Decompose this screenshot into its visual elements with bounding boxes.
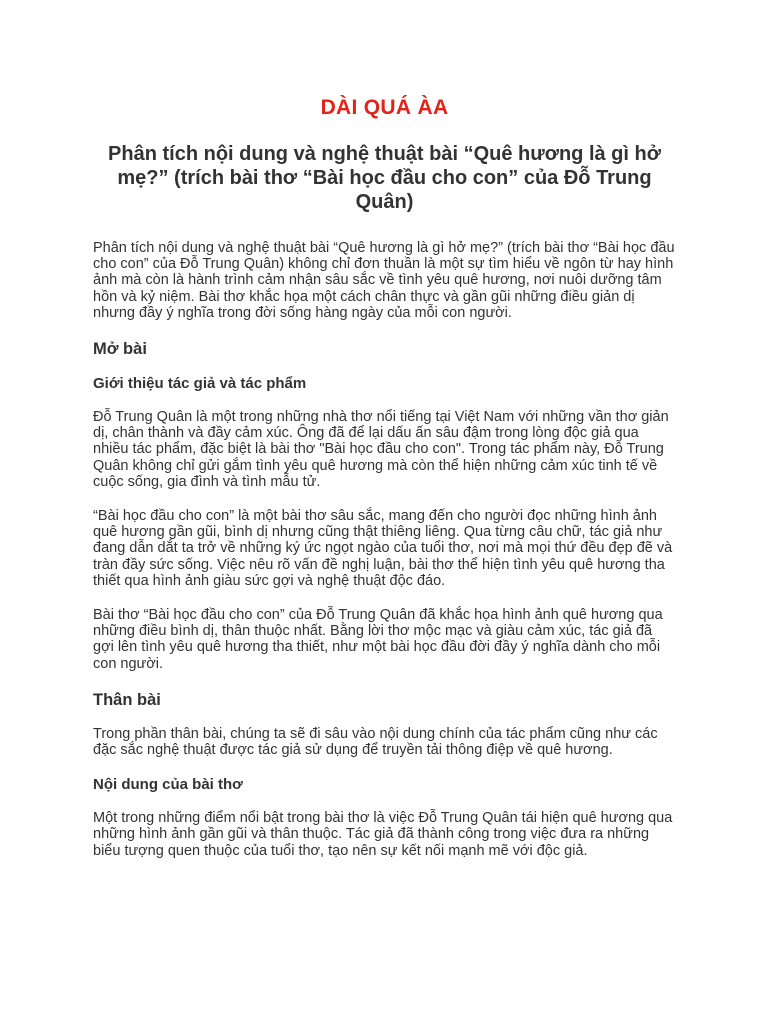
section-heading-than-bai: Thân bài (93, 690, 161, 709)
body-paragraph: Bài thơ “Bài học đầu cho con” của Đỗ Trung Quân đã khắc họa hình ảnh quê hương qua những điều bình dị, thân thuộc nhất. Bằng lời thơ mộc mạc và giàu cảm xúc, tác giả đã gợi lên tình yêu quê hương tha thiết, như một bài học đầu đời đầy ý nghĩa dành cho mỗi con người. (93, 607, 663, 672)
body-paragraph: Đỗ Trung Quân là một trong những nhà thơ nổi tiếng tại Việt Nam với những vần thơ giản dị, chân thành và đầy cảm xúc. Ông đã để lại dấu ấn sâu đậm trong lòng độc giả qua nhiều tác phẩm, đặc biệt là bài thơ "Bài học đầu cho con". Trong tác phẩm này, Đỗ Trung Quân không chỉ gửi gắm tình yêu quê hương mà còn thể hiện những cảm xúc tinh tế về cuộc sống, gia đình và tình mẫu tử. (93, 409, 669, 490)
document-title: Phân tích nội dung và nghệ thuật bài “Quê hương là gì hở mẹ?” (trích bài thơ “Bài học đầu cho con” của Đỗ Trung Quân) (108, 143, 661, 213)
section-heading-mo-bai: Mở bài (93, 340, 147, 359)
intro-paragraph: Phân tích nội dung và nghệ thuật bài “Quê hương là gì hở mẹ?” (trích bài thơ “Bài học đầu cho con” của Đỗ Trung Quân) không chỉ đơn thuần là một sự tìm hiểu về ngôn từ hay hình ảnh mà còn là hành trình cảm nhận sâu sắc về tình yêu quê hương, nơi nuôi dưỡng tâm hồn và kỷ niệm. Bài thơ khắc họa một cách chân thực và gần gũi những điều giản dị nhưng đầy ý nghĩa trong đời sống hàng ngày của mỗi con người. (93, 240, 675, 321)
banner-heading: DÀI QUÁ ÀA (320, 96, 449, 119)
body-paragraph: “Bài học đầu cho con” là một bài thơ sâu sắc, mang đến cho người đọc những hình ảnh quê hương gần gũi, bình dị nhưng cũng thật thiêng liêng. Qua từng câu chữ, tác giả như đang dẫn dắt ta trở về những ký ức ngọt ngào của tuổi thơ, nơi mà mọi thứ đều đẹp đẽ và tràn đầy sức sống. Việc nêu rõ vấn đề nghị luận, bài thơ thể hiện tình yêu quê hương tha thiết qua hình ảnh giàu sức gợi và nghệ thuật độc đáo. (93, 508, 673, 589)
body-paragraph: Một trong những điểm nổi bật trong bài thơ là việc Đỗ Trung Quân tái hiện quê hương qua những hình ảnh gần gũi và thân thuộc. Tác giả đã thành công trong việc đưa ra những biểu tượng quen thuộc của tuổi thơ, tạo nên sự kết nối mạnh mẽ với độc giả. (93, 810, 673, 859)
subheading-gioi-thieu: Giới thiệu tác giả và tác phẩm (93, 375, 307, 393)
subheading-noi-dung: Nội dung của bài thơ (93, 776, 243, 794)
body-paragraph: Trong phần thân bài, chúng ta sẽ đi sâu vào nội dung chính của tác phẩm cũng như các đặc sắc nghệ thuật được tác giả sử dụng để truyền tải thông điệp về quê hương. (93, 725, 658, 759)
